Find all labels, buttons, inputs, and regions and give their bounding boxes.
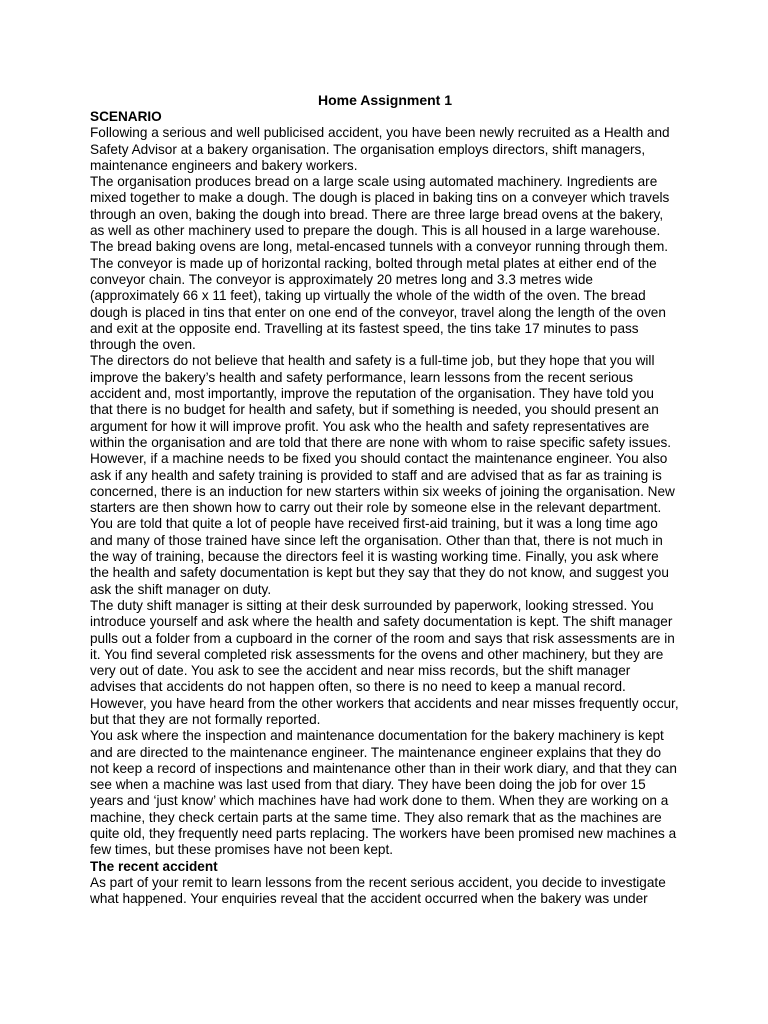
paragraph-ovens: The bread baking ovens are long, metal-encased tunnels with a conveyor running through them. The conveyor is made up of horizontal racking, bolted through metal plates at either end of the conveyor chain. The conveyor is approximately 20 metres long and 3.3 metres wide (approximately 66 x 11 feet), taking up virtually the whole of the width of the oven. The bread dough is placed in tins that enter on one end of the conveyor, travel along the length of the oven and exit at the opposite end. Travelling at its fastest speed, the tins take 17 minutes to pass through the oven. — [90, 239, 669, 353]
paragraph-directors: The directors do not believe that health and safety is a full-time job, but they hope that you will improve the bakery’s health and safety performance, learn lessons from the recent serious accident and, most importantly, improve the reputation of the organisation. They have told you that there is no budget for health and safety, but if something is needed, you should present an argument for how it will improve profit. You ask who the health and safety representatives are within the organisation and are told that there are none with whom to raise specific safety issues. However, if a machine needs to be fixed you should contact the maintenance engineer. You also ask if any health and safety training is provided to staff and are advised that as far as training is concerned, there is an induction for new starters within six weeks of joining the organisation. New starters are then shown how to carry out their role by someone else in the relevant department. You are told that quite a lot of people have received first-aid training, but it was a long time ago and many of those trained have since left the organisation. Other than that, there is not much in the way of training, because the directors feel it is wasting working time. Finally, you ask where the health and safety documentation is kept but they say that they do not know, and suggest you ask the shift manager on duty. — [90, 353, 675, 597]
scenario-heading: SCENARIO — [90, 109, 162, 124]
paragraph-maintenance: You ask where the inspection and maintenance documentation for the bakery machinery is kept and are directed to the maintenance engineer. The maintenance engineer explains that they do not keep a record of inspections and maintenance other than in their work diary, and that they can see when a machine was last used from that diary. They have been doing the job for over 15 years and ‘just know’ which machines have had work done to them. When they are working on a machine, they check certain parts at the same time. They also remark that as the machines are quite old, they frequently need parts replacing. The workers have been promised new machines a few times, but these promises have not been kept. — [90, 728, 677, 858]
accident-heading: The recent accident — [90, 858, 218, 874]
paragraph-production: The organisation produces bread on a large scale using automated machinery. Ingredients are mixed together to make a dough. The dough is placed in baking tins on a conveyer which travels through an oven, baking the dough into bread. There are three large bread ovens at the bakery, as well as other machinery used to prepare the dough. This is all housed in a large warehouse. — [90, 174, 670, 239]
page-title: Home Assignment 1 — [317, 92, 453, 108]
paragraph-intro: Following a serious and well publicised accident, you have been newly recruited as a Health and Safety Advisor at a bakery organisation. The organisation employs directors, shift managers, maintenance engineers and bakery workers. — [90, 125, 670, 173]
paragraph-accident: As part of your remit to learn lessons from the recent serious accident, you decide to investigate what happened. Your enquiries reveal that the accident occurred when the bakery was under — [90, 874, 666, 907]
paragraph-shift-manager: The duty shift manager is sitting at their desk surrounded by paperwork, looking stressed. You introduce yourself and ask where the health and safety documentation is kept. The shift manager pulls out a folder from a cupboard in the corner of the room and says that risk assessments are in it. You find several completed risk assessments for the ovens and other machinery, but they are very out of date. You ask to see the accident and near miss records, but the shift manager advises that accidents do not happen often, so there is no need to keep a manual record. However, you have heard from the other workers that accidents and near misses frequently occur, but that they are not formally reported. — [90, 597, 679, 727]
